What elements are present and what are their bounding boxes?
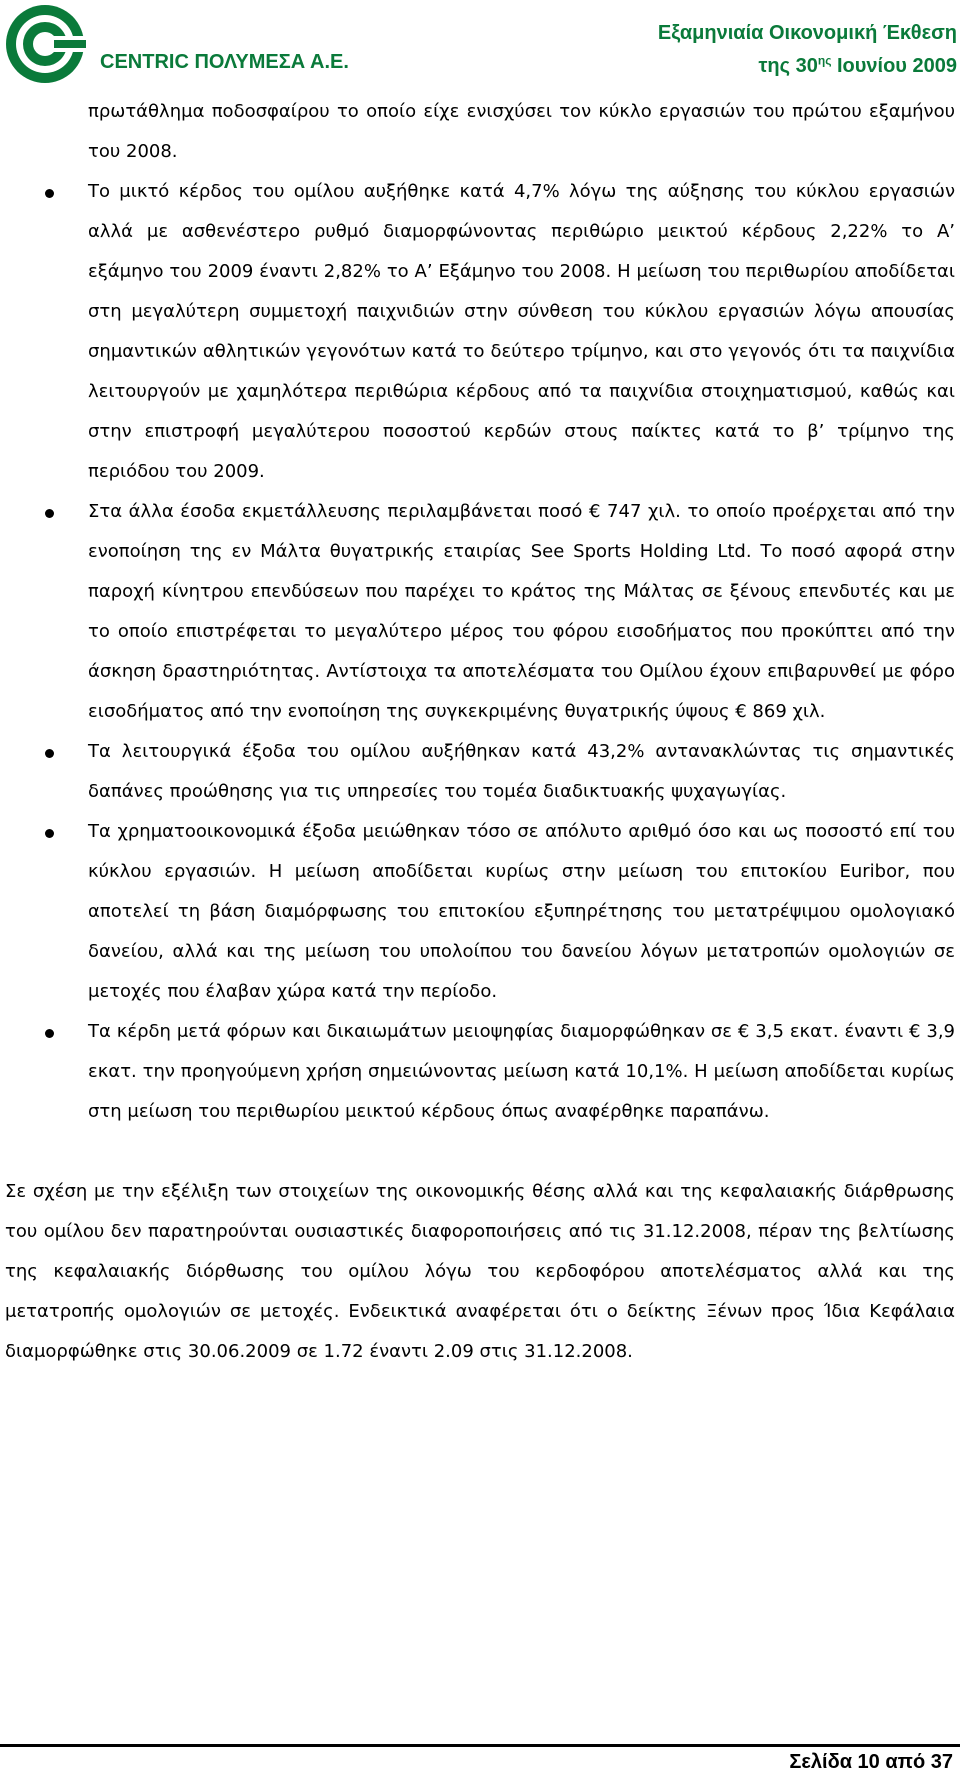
report-date-prefix: της 30	[758, 55, 818, 77]
page-number: Σελίδα 10 από 37	[789, 1751, 953, 1773]
bullet-list	[0, 172, 960, 1132]
list-item-text: Το μικτό κέρδος του ομίλου αυξήθηκε κατά 4,7% λόγω της αύξησης του κύκλου εργασιών αλλά με ασθενέστερο ρυθμό διαμορφώνοντας περιθώριο μεικτού κέρδους 2,22% το Α’ εξάμηνο του 2009 έναντι 2,82% το Α’ Εξάμηνο του 2008. Η μείωση του περιθωρίου αποδίδεται στη μεγαλύτερη συμμετοχή παιχνιδιών στην σύνθεση του κύκλου εργασιών λόγω απουσίας σημαντικών αθλητικών γεγονότων κατά το δεύτερο τρίμηνο, και στο γεγονός ότι τα παιχνίδια λειτουργούν με χαμηλότερα περιθώρια κέρδους από τα παιχνίδια στοιχηματισμού, καθώς και στην επιστροφή μεγαλύτερου ποσοστού κερδών στους παίκτες κατά το β’ τρίμηνο της περιόδου του 2009.	[88, 181, 955, 482]
page-header	[0, 0, 960, 80]
footer-divider	[0, 1744, 960, 1747]
list-item-text: Τα χρηματοοικονομικά έξοδα μειώθηκαν τόσο σε απόλυτο αριθμό όσο και ως ποσοστό επί του κύκλου εργασιών. Η μείωση αποδίδεται κυρίως στην μείωση του επιτοκίου Euribor, που αποτελεί τη βάση διαμόρφωσης του επιτοκίου εξυπηρέτησης του μετατρέψιμου ομολογιακό δανείου, αλλά και της μείωση του υπολοίπου του δανείου λόγων μετατροπών ομολογιών σε μετοχές που έλαβαν χώρα κατά την περίοδο.	[88, 821, 955, 1002]
bullet-icon	[45, 1029, 54, 1038]
list-item	[0, 492, 960, 732]
report-date	[658, 50, 957, 83]
list-item	[0, 1012, 960, 1132]
list-item-text: Στα άλλα έσοδα εκμετάλλευσης περιλαμβάνεται ποσό € 747 χιλ. το οποίο προέρχεται από την ενοποίηση της εν Μάλτα θυγατρικής εταιρίας See Sports Holding Ltd. Το ποσό αφορά στην παροχή κίνητρου επενδύσεων που παρέχει το κράτος της Μάλτας σε ξένους επενδυτές και με το οποίο επιστρέφεται το μεγαλύτερο μέρος του φόρου εισοδήματος που προκύπτει από την άσκηση δραστηριότητας. Αντίστοιχα τα αποτελέσματα του Ομίλου έχουν επιβαρυνθεί με φόρο εισοδήματος από την ενοποίηση της συγκεκριμένης θυγατρικής ύψους € 869 χιλ.	[88, 501, 955, 722]
list-item-text: Τα κέρδη μετά φόρων και δικαιωμάτων μειοψηφίας διαμορφώθηκαν σε € 3,5 εκατ. έναντι € 3,9 εκατ. την προηγούμενη χρήση σημειώνοντας μείωση κατά 10,1%. Η μείωση αποδίδεται κυρίως στη μείωση του περιθωρίου μεικτού κέρδους όπως αναφέρθηκε παραπάνω.	[88, 1021, 955, 1122]
bullet-icon	[45, 829, 54, 838]
bullet-icon	[45, 189, 54, 198]
centric-logo-icon	[4, 3, 86, 85]
continued-paragraph: πρωτάθλημα ποδοσφαίρου το οποίο είχε ενισχύσει τον κύκλο εργασιών του πρώτου εξαμήνου του 2008.	[88, 101, 955, 162]
report-title-block	[658, 17, 957, 83]
report-date-suffix: Ιουνίου 2009	[831, 55, 957, 77]
list-item	[0, 812, 960, 1012]
report-title: Εξαμηνιαία Οικονομική Έκθεση	[657, 22, 957, 44]
company-name: CENTRIC ΠΟΛΥΜΕΣΑ Α.Ε.	[100, 51, 349, 73]
closing-paragraph: Σε σχέση με την εξέλιξη των στοιχείων της οικονομικής θέσης αλλά και της κεφαλαιακής διάρθρωσης του ομίλου δεν παρατηρούνται ουσιαστικές διαφοροποιήσεις από τις 31.12.2008, πέραν της βελτίωσης της κεφαλαιακής διόρθωσης του ομίλου λόγω του κερδοφόρου αποτελέσματος αλλά και της μετατροπής ομολογιών σε μετοχές. Ενδεικτικά αναφέρεται ότι ο δείκτης Ξένων προς Ίδια Κεφάλαια διαμορφώθηκε στις 30.06.2009 σε 1.72 έναντι 2.09 στις 31.12.2008.	[5, 1181, 955, 1362]
bullet-icon	[45, 509, 54, 518]
report-date-superscript: ης	[817, 53, 832, 68]
list-item	[0, 732, 960, 812]
list-item-text: Τα λειτουργικά έξοδα του ομίλου αυξήθηκαν κατά 43,2% αντανακλώντας τις σημαντικές δαπάνες προώθησης για τις υπηρεσίες του τομέα διαδικτυακής ψυχαγωγίας.	[88, 741, 955, 802]
list-item	[0, 172, 960, 492]
bullet-icon	[45, 749, 54, 758]
page-body	[0, 92, 960, 1372]
